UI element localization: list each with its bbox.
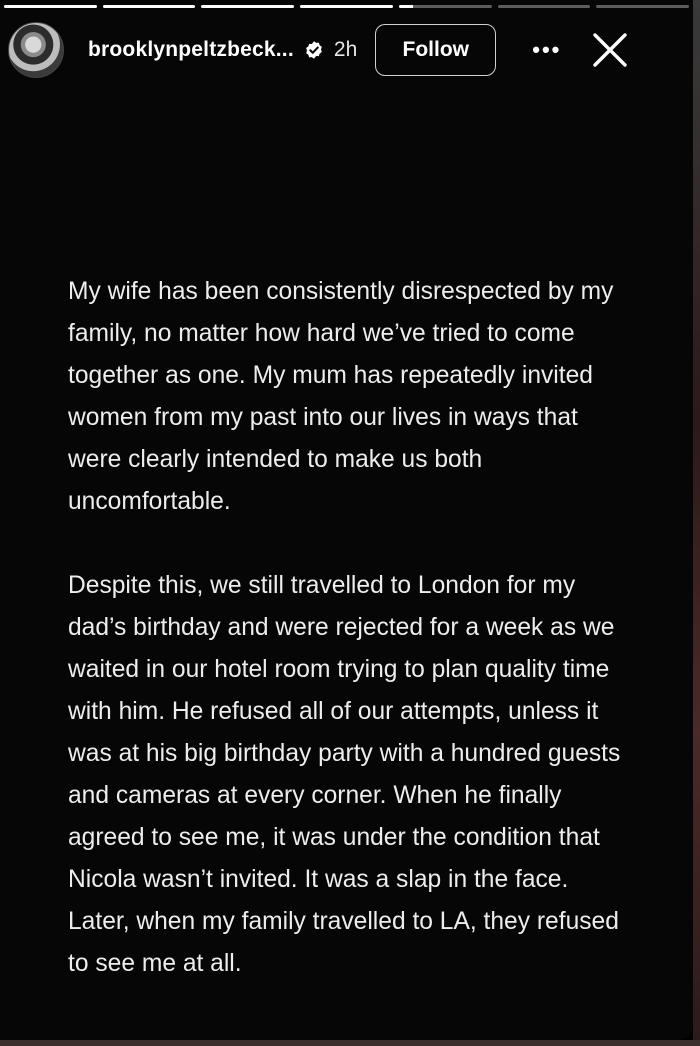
background-edge: [693, 0, 700, 1046]
progress-segment: [399, 5, 492, 8]
username[interactable]: brooklynpeltzbeck...: [88, 38, 294, 61]
story-header: [8, 18, 683, 82]
progress-segment: [201, 5, 294, 8]
close-icon[interactable]: [591, 31, 629, 69]
story-progress-bar: [4, 5, 689, 8]
progress-segment: [4, 5, 97, 8]
verified-badge-icon: [304, 40, 324, 60]
story-paragraph: My wife has been consistently disrespected by my family, no matter how hard we’ve tried to come together as one. My mum has repeatedly invited women from my past into our lives in ways that were clearly intended to make us both uncomfortable.: [68, 278, 614, 515]
progress-segment: [498, 5, 591, 8]
background-edge: [0, 1040, 700, 1046]
more-options-icon[interactable]: •••: [532, 37, 562, 62]
story-paragraph: Despite this, we still travelled to London for my dad’s birthday and were rejected for a week as we waited in our hotel room trying to plan quality time with him. He refused all of our attempts, unless it was at his big birthday party with a hundred guests and cameras at every corner. When he finally agreed to see me, it was under the condition that Nicola wasn’t invited. It was a slap in the face. Later, when my family travelled to LA, they refused to see me at all.: [68, 572, 621, 977]
progress-segment: [596, 5, 689, 8]
progress-segment: [300, 5, 393, 8]
avatar[interactable]: [8, 22, 64, 78]
post-time: 2h: [333, 38, 358, 61]
follow-button[interactable]: Follow: [375, 24, 496, 76]
progress-segment: [103, 5, 196, 8]
story-text: [68, 271, 628, 1027]
